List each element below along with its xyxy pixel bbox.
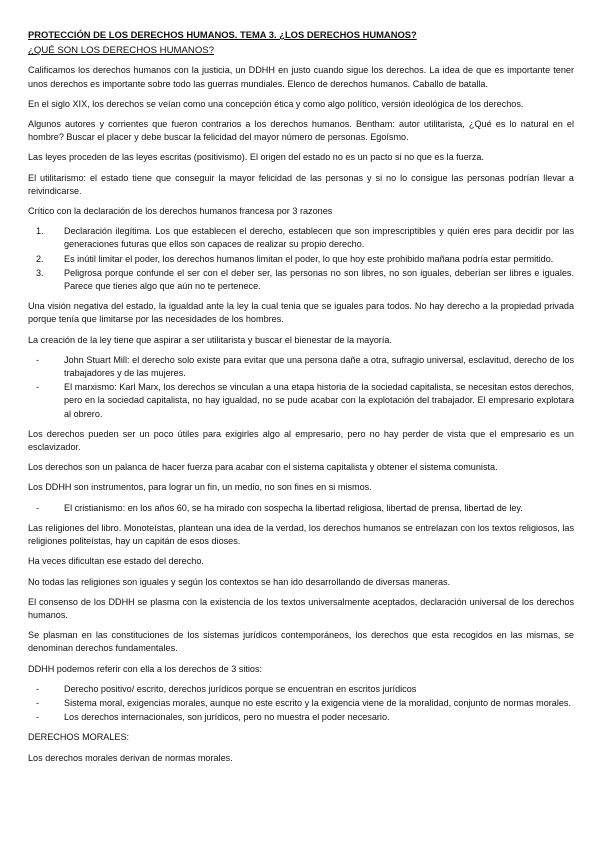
list-item-text: Los derechos internacionales, son jurídicos, pero no muestra el poder necesario.: [64, 712, 390, 723]
section-heading: ¿QUÉ SON LOS DERECHOS HUMANOS?: [28, 45, 215, 57]
paragraph: Los derechos pueden ser un poco útiles para exigirles algo al empresario, pero no hay perder de vista que el empresario es un esclavizador.: [28, 428, 574, 453]
paragraph: En el siglo XIX, los derechos se veían como una concepción ética y como algo político, versión ideológica de los derechos.: [28, 98, 524, 109]
list-item-text: El marxismo: Karl Marx, los derechos se vinculan a una etapa historia de la sociedad capitalista, se necesitan estos derechos, pero en la sociedad capitalista, no hay igualdad, no se pude acabar con la explotación del trabajador. El empresario explotara al obrero.: [64, 382, 574, 419]
paragraph: Los derechos son un palanca de hacer fuerza para acabar con el sistema capitalista y obtener el sistema comunista.: [28, 462, 498, 473]
dash-list: [28, 502, 574, 515]
list-number: 2.: [36, 253, 44, 264]
list-item-text: Derecho positivo/ escrito, derechos jurídicos porque se encuentran en escritos jurídicos: [64, 683, 417, 694]
section-label: DERECHOS MORALES:: [28, 732, 130, 743]
dash-bullet: -: [36, 354, 40, 365]
paragraph: Las religiones del libro. Monoteístas, plantean una idea de la verdad, los derechos humanos se entrelazan con los textos religiosos, las religiones politeístas, hay un capitán de esos dioses.: [28, 522, 574, 547]
paragraph-group-1: [28, 64, 574, 218]
paragraph-group-3: [28, 428, 574, 495]
paragraph-group-4: [28, 522, 574, 676]
paragraph: El utilitarismo: el estado tiene que conseguir la mayor felicidad de las personas y si no lo consigue las personas podrían llevar a reivindicarse.: [28, 172, 574, 196]
paragraph-group-2: [28, 300, 574, 347]
paragraph: El consenso de los DDHH se plasma con la existencia de los textos universalmente aceptados, declaración universal de los derechos humanos.: [28, 596, 574, 620]
dash-bullet: -: [36, 712, 40, 723]
list-item-text: Peligrosa porque confunde el ser con el deber ser, las personas no son libres, no son iguales, deberían ser libres e iguales. Parece que tienes algo que aún no te pertenece.: [64, 267, 574, 292]
paragraph: Una visión negativa del estado, la igualdad ante la ley la cual tenia que se iguales para todos. No hay derecho a la propiedad privada porque tenía que limitarse por las necesidades de los hombres.: [28, 301, 574, 325]
list-item: [28, 354, 574, 380]
paragraph-group-5: [28, 731, 574, 764]
list-item: [28, 697, 574, 710]
paragraph: DDHH podemos referir con ella a los derechos de 3 sitios:: [28, 663, 263, 674]
paragraph: Las leyes proceden de las leyes escritas (positivismo). El origen del estado no es un pacto si no que es la fuerza.: [28, 152, 484, 163]
paragraph: Los derechos morales derivan de normas morales.: [28, 752, 233, 763]
list-item: [28, 267, 574, 293]
list-item-text: John Stuart Mill: el derecho solo existe para evitar que una persona dañe a otra, sufragio universal, esclavitud, derecho de los trabajadores y de las mujeres.: [64, 354, 574, 379]
paragraph: Calificamos los derechos humanos con la justicia, un DDHH en justo cuando sigue los derechos. La idea de que es importante tener unos derechos es importante sobre todo las guerras mundiales. Elenco de derechos humanos. Caballo de batalla.: [28, 65, 574, 89]
dash-bullet: -: [36, 382, 40, 393]
list-item-text: Declaración ilegítima. Los que establecen el derecho, establecen que son imprescriptibles y quién eres para decidir por las generaciones futuras que ellos son capaces de realizar su propio derecho.: [64, 226, 574, 250]
dash-bullet: -: [36, 502, 40, 513]
paragraph: Los DDHH son instrumentos, para lograr un fin, un medio, no son fines en si mismos.: [28, 482, 372, 493]
list-item: [28, 381, 574, 421]
paragraph: Crítico con la declaración de los derechos humanos francesa por 3 razones: [28, 206, 333, 217]
paragraph: No todas las religiones son iguales y según los contextos se han ido desarrollando de diversas maneras.: [28, 576, 451, 587]
dash-bullet: -: [36, 683, 40, 694]
numbered-list: [28, 225, 574, 293]
dash-bullet: -: [36, 697, 40, 708]
list-item: [28, 711, 574, 724]
list-item-text: Es inútil limitar el poder, los derechos humanos limitan el poder, lo que hoy este prohibido mañana podría estar permitido.: [64, 253, 554, 264]
list-item: [28, 502, 574, 515]
paragraph: Se plasman en las constituciones de los sistemas jurídicos contemporáneos, los derechos que esta recogidos en las mismas, se denominan derechos fundamentales.: [28, 630, 574, 654]
document-page: [28, 28, 574, 772]
list-item-text: Sistema moral, exigencias morales, aunque no este escrito y la exigencia viene de la moralidad, conjunto de normas morales.: [64, 697, 571, 708]
document-title: PROTECCIÓN DE LOS DERECHOS HUMANOS. TEMA 3. ¿LOS DERECHOS HUMANOS?: [28, 29, 417, 40]
dash-list: [28, 354, 574, 421]
dash-list: [28, 683, 574, 725]
paragraph: La creación de la ley tiene que aspirar a ser utilitarista y buscar el bienestar de la mayoría.: [28, 334, 392, 345]
paragraph: Algunos autores y corrientes que fueron contrarios a los derechos humanos. Bentham: autor utilitarista, ¿Qué es lo natural en el hombre? Buscar el placer y debe buscar la felicidad del mayor número de personas. Egoísmo.: [28, 119, 574, 143]
list-item: [28, 253, 574, 266]
list-number: 3.: [36, 267, 44, 278]
list-item-text: El cristianismo: en los años 60, se ha mirado con sospecha la libertad religiosa, libertad de prensa, libertad de ley.: [64, 502, 523, 513]
paragraph: Ha veces dificultan ese estado del derecho.: [28, 556, 204, 567]
list-number: 1.: [36, 226, 44, 237]
list-item: [28, 225, 574, 251]
list-item: [28, 683, 574, 696]
